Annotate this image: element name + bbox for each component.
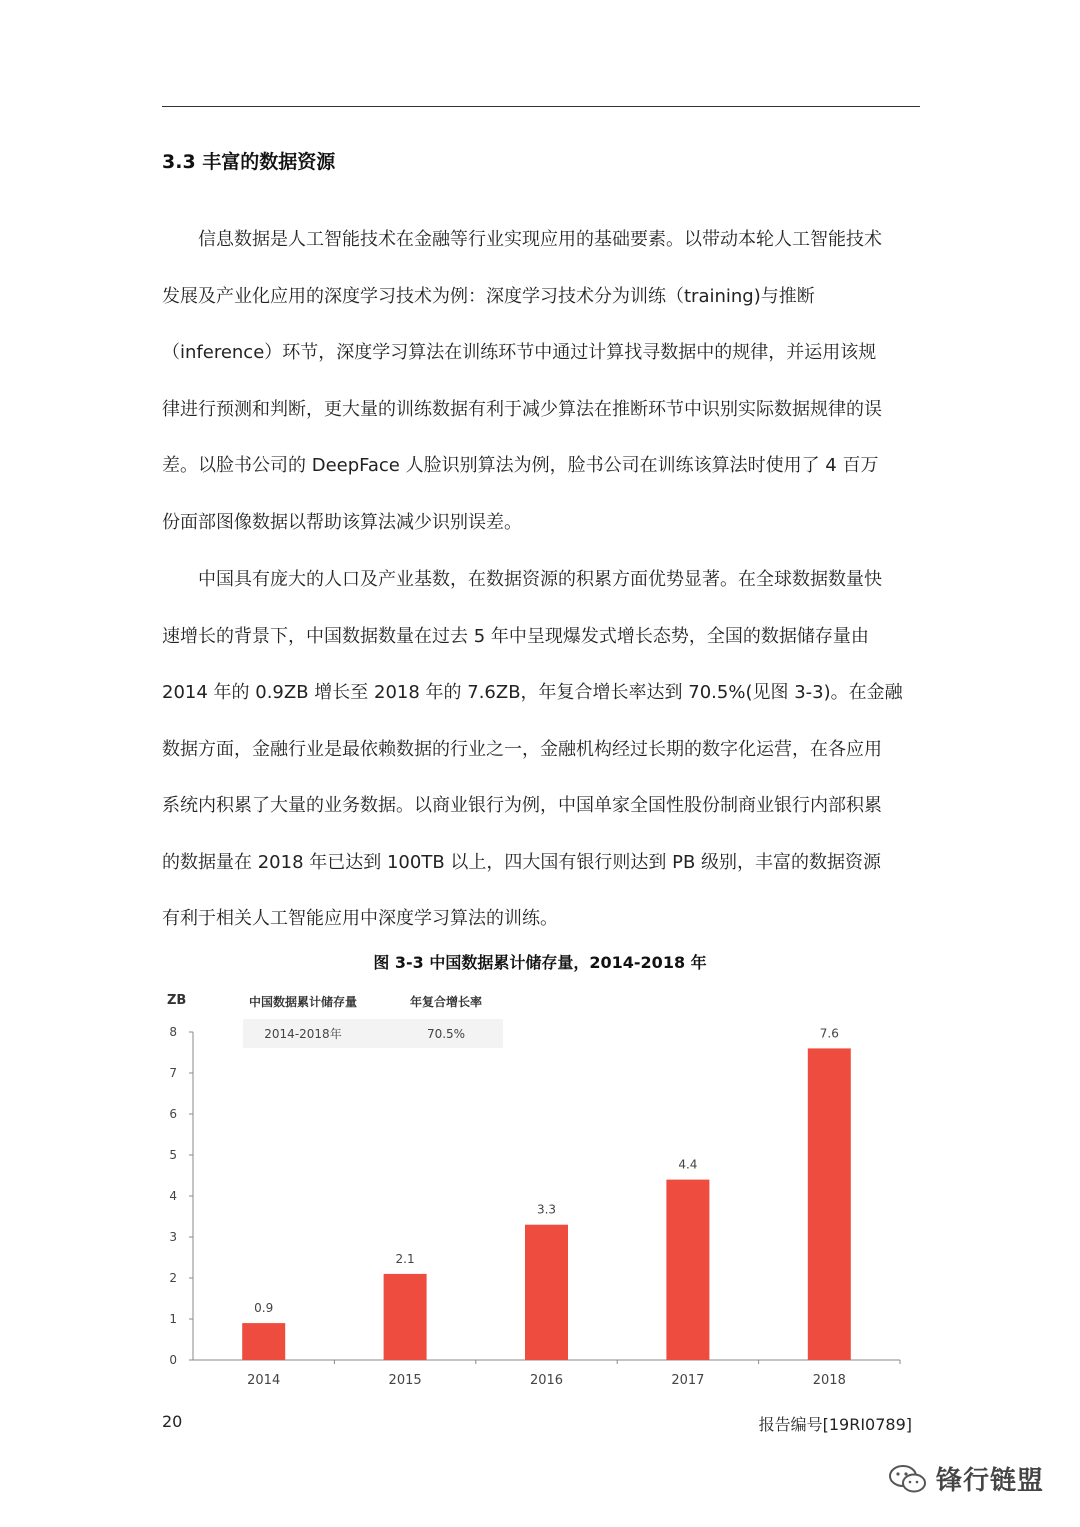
- paragraph-line: 差。以脸书公司的 DeepFace 人脸识别算法为例，脸书公司在训练该算法时使用了 4 百万: [162, 455, 879, 476]
- legend-value: 2014-2018年: [264, 1027, 342, 1041]
- y-tick-label: 8: [169, 1025, 177, 1039]
- bar: [384, 1274, 427, 1360]
- x-tick-label: 2017: [671, 1373, 705, 1388]
- report-number: 报告编号[19RI0789]: [758, 1415, 912, 1434]
- bar: [242, 1323, 285, 1360]
- x-tick-label: 2018: [812, 1373, 846, 1388]
- bar-value-label: 0.9: [254, 1301, 274, 1316]
- paragraph-line: （inference）环节，深度学习算法在训练环节中通过计算找寻数据中的规律，并运用该规: [162, 342, 877, 363]
- bar-value-label: 2.1: [395, 1251, 415, 1266]
- paragraph-line: 信息数据是人工智能技术在金融等行业实现应用的基础要素。以带动本轮人工智能技术: [162, 229, 882, 250]
- chart-svg: [150, 980, 920, 1400]
- paragraph-line: 的数据量在 2018 年已达到 100TB 以上，四大国有银行则达到 PB 级别，丰富的数据资源: [162, 851, 882, 873]
- y-tick-label: 0: [169, 1353, 177, 1367]
- paragraph-line: 速增长的背景下，中国数据数量在过去 5 年中呈现爆发式增长态势，全国的数据储存量由: [162, 625, 869, 647]
- paragraph-line: 中国具有庞大的人口及产业基数，在数据资源的积累方面优势显著。在全球数据数量快: [162, 569, 882, 590]
- paragraph-line: 数据方面，金融行业是最依赖数据的行业之一，金融机构经过长期的数字化运营，在各应用: [162, 738, 882, 760]
- x-tick-label: 2016: [529, 1373, 564, 1388]
- bar: [525, 1225, 568, 1360]
- paragraph-1: [162, 212, 920, 551]
- bar: [808, 1048, 851, 1360]
- legend-header: 年复合增长率: [409, 995, 483, 1009]
- paragraph-line: 律进行预测和判断，更大量的训练数据有利于减少算法在推断环节中识别实际数据规律的误: [162, 398, 882, 420]
- paragraph-line: 份面部图像数据以帮助该算法减少识别误差。: [162, 511, 522, 533]
- x-tick-label: 2015: [388, 1373, 422, 1388]
- bar: [666, 1180, 709, 1360]
- x-tick-label: 2014: [247, 1373, 281, 1388]
- y-tick-label: 1: [169, 1312, 177, 1326]
- legend-value: 70.5%: [426, 1027, 466, 1041]
- wechat-icon: [888, 1464, 928, 1494]
- y-axis-unit: ZB: [167, 993, 187, 1008]
- paragraph-2: [162, 552, 920, 948]
- y-tick-label: 3: [169, 1230, 177, 1244]
- y-tick-label: 7: [169, 1066, 177, 1080]
- y-tick-label: 5: [169, 1148, 177, 1162]
- bar-value-label: 3.3: [536, 1202, 557, 1217]
- header-rule: [162, 106, 920, 107]
- page-number: 20: [162, 1412, 183, 1431]
- y-tick-label: 6: [169, 1107, 177, 1121]
- paragraph-line: 2014 年的 0.9ZB 增长至 2018 年的 7.6ZB，年复合增长率达到 70.5%(见图 3-3)。在金融: [162, 682, 903, 703]
- paragraph-line: 系统内积累了大量的业务数据。以商业银行为例，中国单家全国性股份制商业银行内部积累: [162, 795, 882, 816]
- bar-value-label: 7.6: [819, 1026, 839, 1041]
- y-tick-label: 2: [169, 1271, 177, 1285]
- y-tick-label: 4: [169, 1189, 177, 1203]
- paragraph-line: 有利于相关人工智能应用中深度学习算法的训练。: [162, 908, 558, 929]
- brand-name: 锋行链盟: [936, 1466, 1045, 1496]
- bar-chart: [150, 980, 920, 1400]
- legend-header: 中国数据累计储存量: [248, 995, 358, 1009]
- brand-watermark: [888, 1460, 1044, 1497]
- bar-value-label: 4.4: [678, 1157, 698, 1172]
- section-title: 3.3 丰富的数据资源: [162, 151, 336, 173]
- figure-caption: 图 3-3 中国数据累计储存量，2014-2018 年: [373, 953, 707, 972]
- paragraph-line: 发展及产业化应用的深度学习技术为例：深度学习技术分为训练（training)与推断: [162, 285, 815, 307]
